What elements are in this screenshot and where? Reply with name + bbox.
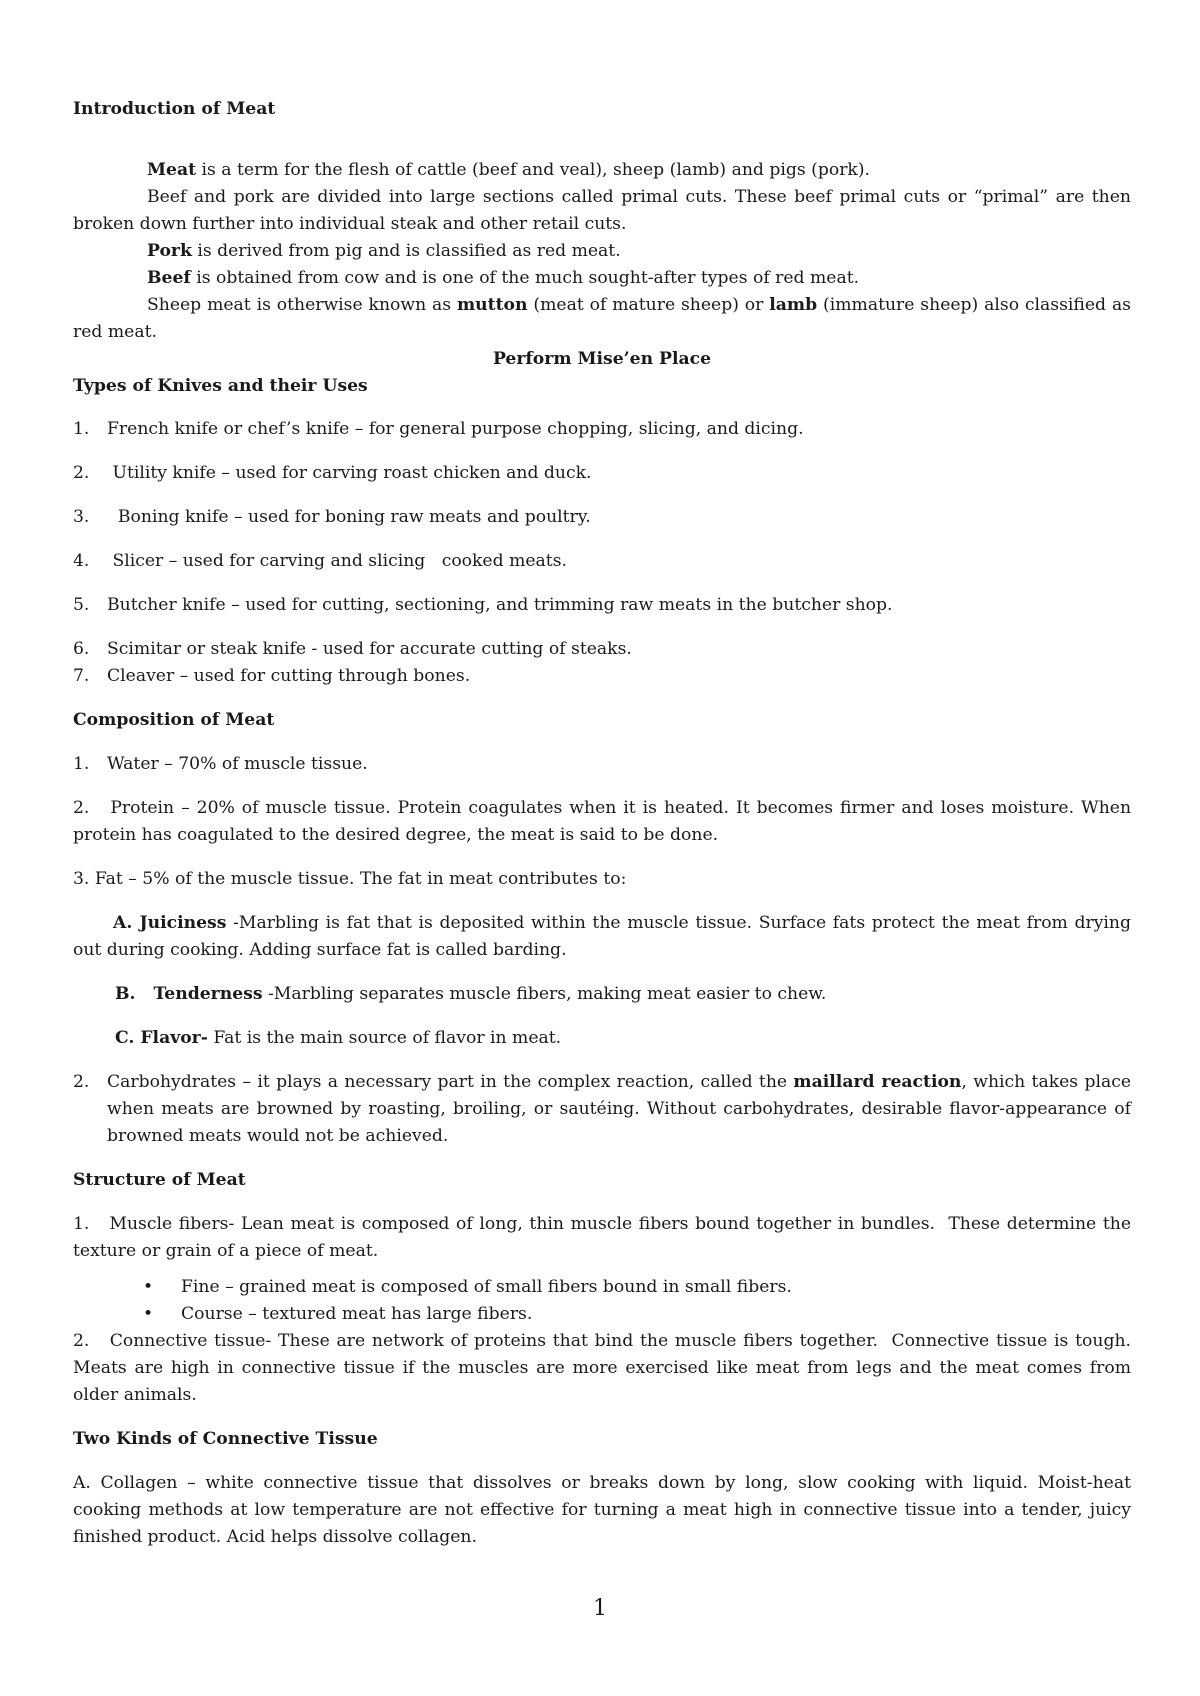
knives-list <box>73 416 1131 690</box>
composition-water: 1. Water – 70% of muscle tissue. <box>73 754 368 774</box>
list-item: 2. Utility knife – used for carving roast chicken and duck. <box>73 463 592 483</box>
composition-protein: 2. Protein – 20% of muscle tissue. Protein coagulates when it is heated. It becomes firmer and loses moisture. When protein has coagulated to the desired degree, the meat is said to be done. <box>73 798 1132 845</box>
intro-paragraph-primal: Beef and pork are divided into large sections called primal cuts. These beef primal cuts or “primal” are then broken down further into individual steak and other retail cuts. <box>73 187 1131 234</box>
composition-carbohydrates: 2. Carbohydrates – it plays a necessary part in the complex reaction, called the maillard reaction, which takes place when meats are browned by roasting, broiling, or sautéing. Without carbohydrates, desirable flavor-appearance of browned meats would not be achieved. <box>73 1072 1132 1146</box>
structure-muscle-fibers: 1. Muscle fibers- Lean meat is composed of long, thin muscle fibers bound together in bundles. These determine the texture or grain of a piece of meat. <box>73 1214 1137 1261</box>
list-item: 7. Cleaver – used for cutting through bones. <box>73 666 471 686</box>
document-page <box>73 96 1142 1551</box>
composition-fat: 3. Fat – 5% of the muscle tissue. The fat in meat contributes to: <box>73 869 627 889</box>
tissue-collagen: A. Collagen – white connective tissue that dissolves or breaks down by long, slow cooking with liquid. Moist-heat cooking methods at low temperature are not effective for turning a meat high in connective tissue into a tender, juicy finished product. Acid helps dissolve collagen. <box>73 1473 1131 1547</box>
intro-heading: Introduction of Meat <box>73 99 276 119</box>
list-item: 4. Slicer – used for carving and slicing cooked meats. <box>73 551 567 571</box>
composition-heading: Composition of Meat <box>73 710 275 730</box>
intro-paragraph-pork: Pork is derived from pig and is classified as red meat. <box>147 241 621 261</box>
intro-paragraph-beef: Beef is obtained from cow and is one of the much sought-after types of red meat. <box>147 268 860 288</box>
list-item: 1. French knife or chef’s knife – for general purpose chopping, slicing, and dicing. <box>73 419 804 439</box>
list-item: 3. Boning knife – used for boning raw meats and poultry. <box>73 507 591 527</box>
structure-heading: Structure of Meat <box>73 1170 246 1190</box>
structure-connective-tissue: 2. Connective tissue- These are network of proteins that bind the muscle fibers together. Connective tissue is tough. Meats are high in connective tissue if the muscles are more exercised like meat from legs and the meat comes from older animals. <box>73 1331 1142 1405</box>
list-item: 5. Butcher knife – used for cutting, sectioning, and trimming raw meats in the butcher shop. <box>73 595 893 615</box>
bullet-item: • Course – textured meat has large fibers. <box>143 1304 533 1324</box>
fat-tenderness: B. Tenderness -Marbling separates muscle fibers, making meat easier to chew. <box>115 984 827 1004</box>
tissue-heading: Two Kinds of Connective Tissue <box>73 1429 378 1449</box>
bullet-item: • Fine – grained meat is composed of small fibers bound in small fibers. <box>143 1277 792 1297</box>
list-item: 6. Scimitar or steak knife - used for accurate cutting of steaks. <box>73 639 632 659</box>
page-number: 1 <box>593 1596 607 1621</box>
mise-en-place-title: Perform Mise’en Place <box>492 349 712 369</box>
fat-flavor: C. Flavor- Fat is the main source of flavor in meat. <box>115 1028 562 1048</box>
knives-heading: Types of Knives and their Uses <box>73 376 368 396</box>
fat-juiciness: A. Juiciness -Marbling is fat that is deposited within the muscle tissue. Surface fats protect the meat from drying out during cooking. Adding surface fat is called barding. <box>73 913 1131 960</box>
intro-paragraph-meat: Meat is a term for the flesh of cattle (beef and veal), sheep (lamb) and pigs (pork). <box>147 160 870 180</box>
intro-paragraph-sheep: Sheep meat is otherwise known as mutton (meat of mature sheep) or lamb (immature sheep) also classified as red meat. <box>73 295 1132 342</box>
